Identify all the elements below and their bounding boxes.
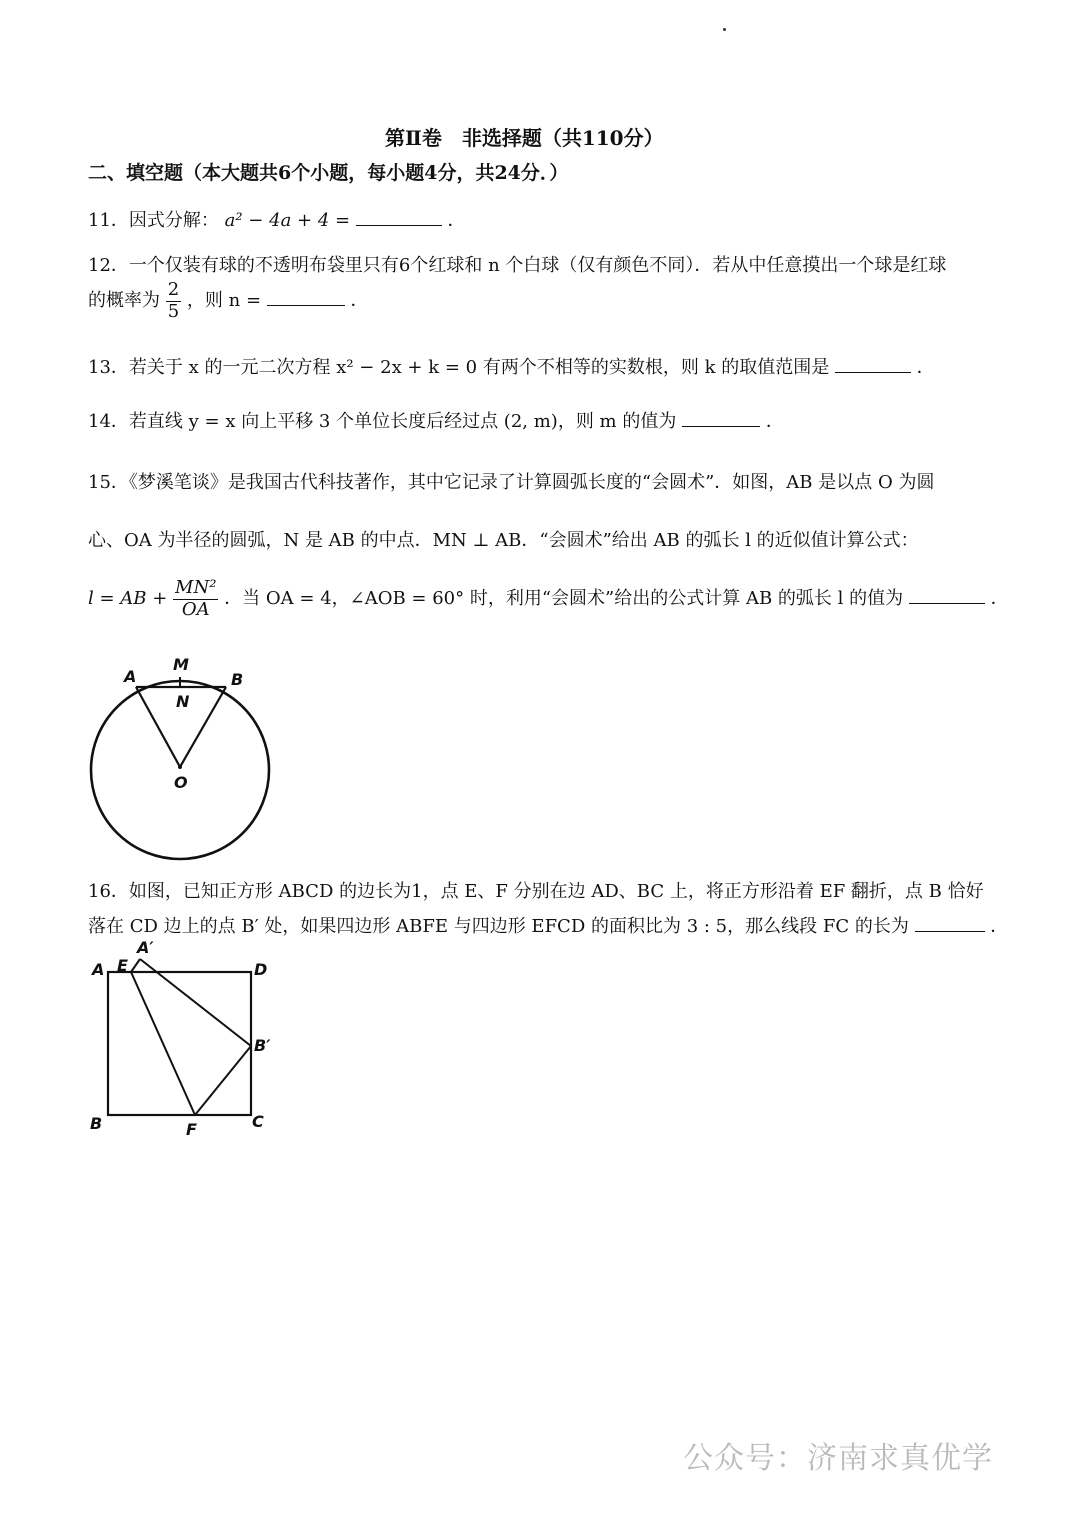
question-16-line1: 16．如图，已知正方形 ABCD 的边长为1，点 E、F 分别在边 AD、BC 上，将正方形沿着 EF 翻折，点 B 恰好 bbox=[88, 881, 984, 902]
q11-label: 11．因式分解： bbox=[88, 210, 219, 231]
q12-fraction bbox=[166, 280, 181, 322]
fig15-segment-ao bbox=[136, 687, 180, 767]
watermark-text: 公众号：济南求真优学 bbox=[683, 1441, 993, 1476]
q13-text: 13．若关于 x 的一元二次方程 x² − 2x + k = 0 有两个不相等的实数根，则 k 的取值范围是 bbox=[88, 357, 830, 378]
q15-fraction bbox=[173, 578, 218, 620]
page-title: 第Ⅱ卷 非选择题（共110分） bbox=[385, 126, 664, 150]
q15-answer-blank[interactable] bbox=[909, 587, 985, 604]
q16-answer-blank[interactable] bbox=[915, 915, 985, 932]
question-13 bbox=[88, 353, 935, 379]
question-15-line3 bbox=[88, 578, 1009, 620]
fig15-label-m: M bbox=[173, 655, 189, 674]
fig15-label-b: B bbox=[231, 670, 244, 689]
q15-formula-a: l = AB + bbox=[88, 588, 168, 610]
fig16-label-c: C bbox=[252, 1112, 264, 1131]
fig16-label-e: E bbox=[117, 956, 128, 975]
scan-dot bbox=[723, 28, 726, 31]
fig16-label-a: A bbox=[92, 960, 105, 979]
fig16-label-a-prime: A′ bbox=[137, 938, 154, 957]
figure-15-circle-diagram bbox=[80, 650, 290, 870]
q14-end: ． bbox=[765, 411, 784, 432]
question-12-line2 bbox=[88, 280, 369, 322]
q13-answer-blank[interactable] bbox=[835, 356, 911, 373]
question-15-line1: 15．《梦溪笔谈》是我国古代科技著作，其中它记录了计算圆弧长度的“会圆术”．如图，AB 是以点 O 为圆 bbox=[88, 472, 935, 493]
q16-text: 落在 CD 边上的点 B′ 处，如果四边形 ABFE 与四边形 EFCD 的面积比为 3 : 5，那么线段 FC 的长为 bbox=[88, 916, 909, 937]
q12-frac-den: 5 bbox=[167, 300, 180, 322]
question-15-line2: 心、OA 为半径的圆弧，N 是 AB 的中点．MN ⊥ AB．“会圆术”给出 AB 的弧长 l 的近似值计算公式： bbox=[88, 530, 919, 551]
q11-end: ． bbox=[447, 210, 466, 231]
q15-end: ． bbox=[990, 588, 1009, 610]
q14-answer-blank[interactable] bbox=[682, 410, 760, 427]
q13-end: ． bbox=[916, 357, 935, 378]
q12-text-a: 的概率为 bbox=[88, 290, 160, 312]
section-heading: 二、填空题（本大题共6个小题，每小题4分，共24分．） bbox=[88, 162, 569, 184]
fig15-label-n: N bbox=[176, 692, 190, 711]
q15-text-b: ．当 OA = 4，∠AOB = 60° 时，利用“会圆术”给出的公式计算 AB 的弧长 l 的值为 bbox=[224, 588, 904, 610]
question-14 bbox=[88, 407, 784, 433]
question-16-line2 bbox=[88, 912, 1008, 938]
fig15-point-o bbox=[178, 765, 182, 769]
q12-answer-blank[interactable] bbox=[267, 289, 345, 306]
q12-text-b: ，则 n = bbox=[186, 290, 262, 312]
fig16-label-b: B bbox=[90, 1114, 103, 1133]
figure-16-square-diagram bbox=[100, 950, 270, 1130]
q12-end: ． bbox=[350, 290, 369, 312]
q15-frac-den: OA bbox=[181, 598, 210, 620]
fig16-label-b-prime: B′ bbox=[254, 1036, 271, 1055]
question-11 bbox=[88, 206, 466, 232]
question-12-line1: 12．一个仅装有球的不透明布袋里只有6个红球和 n 个白球（仅有颜色不同）．若从中任意摸出一个球是红球 bbox=[88, 255, 947, 276]
fig16-label-d: D bbox=[254, 960, 268, 979]
q11-answer-blank[interactable] bbox=[356, 209, 442, 226]
q14-text: 14．若直线 y = x 向上平移 3 个单位长度后经过点 (2, m)，则 m 的值为 bbox=[88, 411, 677, 432]
q16-end: ． bbox=[990, 916, 1009, 937]
fig15-label-a: A bbox=[124, 667, 137, 686]
fig16-segment-e-a-prime bbox=[131, 959, 140, 972]
fig16-segment-f-b-prime bbox=[195, 1046, 251, 1115]
q12-frac-num: 2 bbox=[167, 279, 180, 300]
fig15-label-o: O bbox=[174, 773, 188, 792]
q15-frac-num: MN² bbox=[175, 577, 217, 598]
fig16-label-f: F bbox=[186, 1120, 197, 1139]
fig16-square bbox=[108, 972, 251, 1115]
q11-expression: a² − 4a + 4 = bbox=[224, 210, 351, 231]
